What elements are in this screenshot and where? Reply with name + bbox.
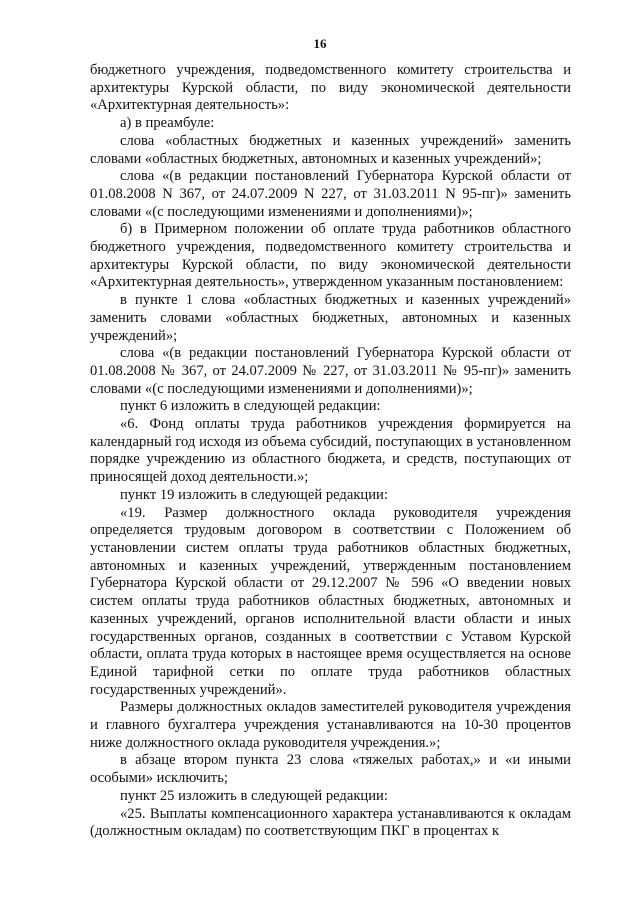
paragraph: пункт 25 изложить в следующей редакции: (120, 787, 388, 804)
document-body (90, 62, 571, 841)
paragraph: слова «(в редакции постановлений Губернатора Курской области от 01.08.2008 N 367, от 24.07.2009 N 227, от 31.03.2011 N 95-пг)» заменить словами «(с последующими изменениями и дополнениями)»; (90, 168, 571, 220)
page-number: 16 (313, 36, 327, 51)
paragraph: в абзаце втором пункта 23 слова «тяжелых работах,» и «и иными особыми» исключить; (90, 752, 571, 787)
paragraph: «6. Фонд оплаты труда работников учреждения формируется на календарный год исходя из объема субсидий, поступающих в установленном порядке учреждению из областного бюджета, и средств, поступающих от приносящей доход деятельности.»; (90, 416, 571, 486)
paragraph: а) в преамбуле: (120, 115, 215, 132)
paragraph: «25. Выплаты компенсационного характера устанавливаются к окладам (должностным окладам) по соответствующим ПКГ в процентах к (90, 805, 571, 840)
paragraph: пункт 19 изложить в следующей редакции: (120, 486, 388, 503)
paragraph: Размеры должностных окладов заместителей руководителя учреждения и главного бухгалтера учреждения устанавливаются на 10-30 процентов ниже должностного оклада руководителя учреждения.»; (90, 699, 571, 751)
paragraph: в пункте 1 слова «областных бюджетных и казенных учреждений» заменить словами «областных бюджетных, автономных и казенных учреждений»; (90, 292, 571, 344)
paragraph: слова «(в редакции постановлений Губернатора Курской области от 01.08.2008 № 367, от 24.07.2009 № 227, от 31.03.2011 № 95-пг)» заменить словами «(с последующими изменениями и дополнениями)»; (90, 345, 571, 397)
paragraph: б) в Примерном положении об оплате труда работников областного бюджетного учреждения, подведомственного комитету строительства и архитектуры Курской области, по виду экономической деятельности «Архитектурная деятельность», утвержденном указанным постановлением: (90, 221, 571, 291)
paragraph: слова «областных бюджетных и казенных учреждений» заменить словами «областных бюджетных, автономных и казенных учреждений»; (90, 132, 571, 167)
paragraph: пункт 6 изложить в следующей редакции: (120, 398, 381, 415)
paragraph: бюджетного учреждения, подведомственного комитету строительства и архитектуры Курской области, по виду экономической деятельности «Архитектурная деятельность»: (90, 62, 571, 114)
paragraph: «19. Размер должностного оклада руководителя учреждения определяется трудовым договором в соответствии с Положением об установлении систем оплаты труда работников областных бюджетных, автономных и казенных учреждений, утвержденным постановлением Губернатора Курской области от 29.12.2007 № 596 «О введении новых систем оплаты труда работников областных бюджетных, автономных и казенных учреждений, органов исполнительной власти области и иных государственных органов, созданных в соответствии с Уставом Курской области, оплата труда которых в настоящее время осуществляется на основе Единой тарифной сетки по оплате труда работников областных государственных учреждений». (90, 504, 571, 698)
